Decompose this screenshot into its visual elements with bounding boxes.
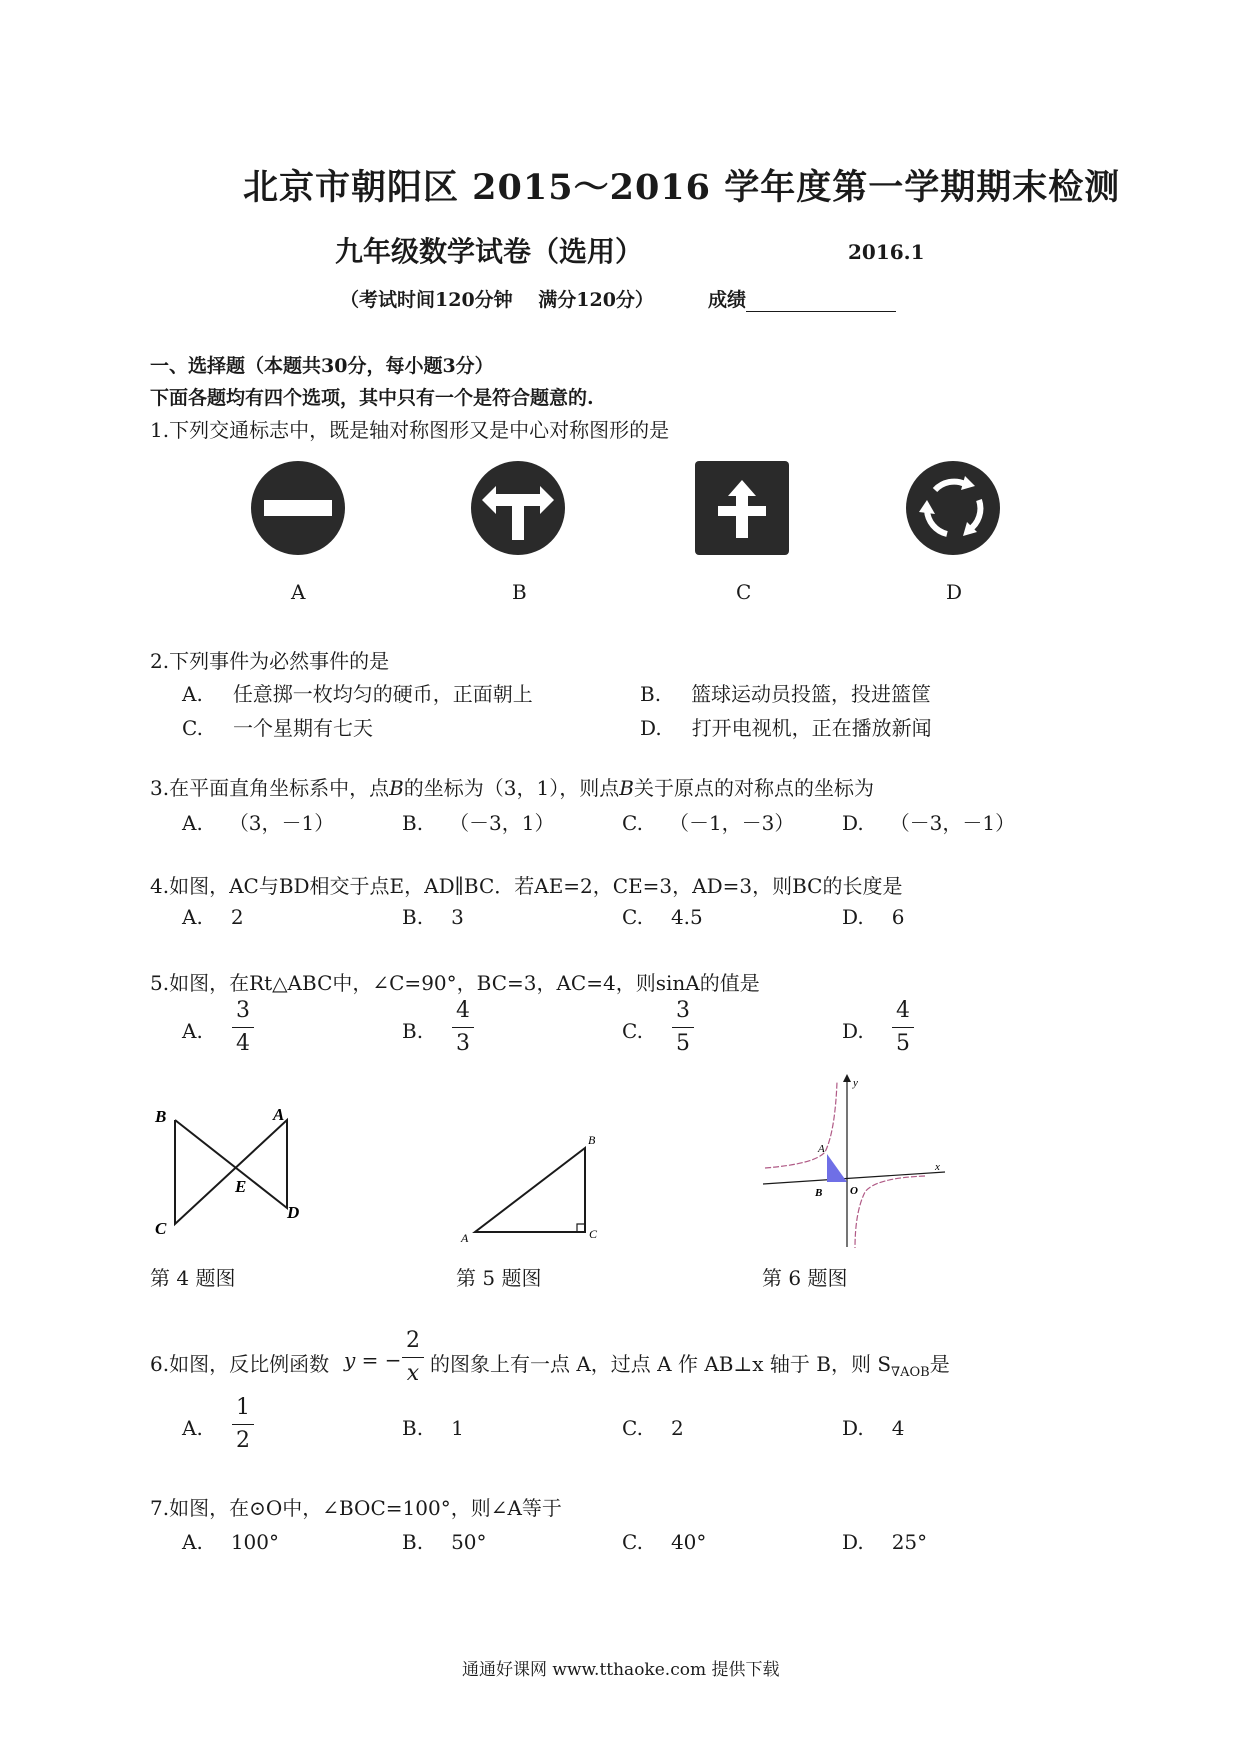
option-text: 任意掷一枚均匀的硬币，正面朝上 [232,682,533,706]
footer-source: 通通好课网 www.tthaoke.com 提供下载 [462,1660,780,1680]
q1-label-a: A [291,580,306,604]
exam-info: （考试时间120分钟 满分120分） [340,289,654,311]
q7-option-b: B. 50° [402,1530,487,1554]
figure-6-hyperbola [755,1072,955,1252]
q6-option-c: C. 2 [622,1416,684,1440]
exam-title: 北京市朝阳区 2015～2016 学年度第一学期期末检测 [243,167,1121,208]
option-key: D. [640,716,662,740]
q6-option-a-key: A. [182,1416,203,1440]
q5-option-a-key: A. [182,1019,203,1043]
figure-4-bowtie [145,1100,315,1240]
q6-option-d: D. 4 [842,1416,905,1440]
q5-option-a-fraction: 3 4 [232,1000,254,1055]
q6-option-a-fraction: 1 2 [232,1397,254,1452]
q5-option-c-key: C. [622,1019,643,1043]
fig5-label-c: C [589,1227,598,1241]
exam-subtitle: 九年级数学试卷（选用） [335,235,644,268]
option-key: C. [182,716,203,740]
figure-5-right-triangle [455,1130,615,1245]
q7-option-c: C. 40° [622,1530,707,1554]
q4-option-a: A. 2 [182,905,244,929]
q6-func-fraction: 2 x [402,1330,424,1385]
figure-6-caption: 第 6 题图 [762,1266,848,1290]
q3-option-d: D. （－3，－1） [842,811,1016,835]
q7-stem: 7.如图，在⊙O中，∠BOC=100°，则∠A等于 [150,1496,562,1520]
fig6-label-a: A [818,1143,825,1155]
q2-option-c [182,712,373,741]
q4-option-d: D. 6 [842,905,905,929]
figure-4-caption: 第 4 题图 [150,1266,236,1290]
option-key: A. [182,682,203,706]
q7-option-d: D. 25° [842,1530,928,1554]
q6-stem-b: 的图象上有一点 A，过点 A 作 AB⊥x 轴于 B，则 $S_{\nabla AOB}$是 [430,1352,950,1380]
score-label: 成绩 [708,289,747,311]
roundabout-sign-icon [905,460,1001,556]
turn-left-right-sign-icon [470,460,566,556]
q3-option-a: A. （3，－1） [182,811,335,835]
score-blank [746,289,896,312]
q5-option-b-key: B. [402,1019,424,1043]
q1-label-d: D [946,580,963,604]
fig5-label-a: A [461,1231,469,1245]
q4-option-b: B. 3 [402,905,464,929]
q5-option-d-fraction: 4 5 [892,1000,914,1055]
fig6-label-y: y [853,1077,858,1089]
q3-option-c: C. （－1，－3） [622,811,795,835]
q2-option-d [640,712,932,741]
q2-option-a [182,678,533,707]
fig6-curve-left [765,1082,837,1168]
q4-option-c: C. 4.5 [622,905,703,929]
option-text: 一个星期有七天 [232,716,373,740]
q1-stem: 1.下列交通标志中，既是轴对称图形又是中心对称图形的是 [150,418,670,442]
fig6-label-b: B [815,1187,823,1199]
q5-option-c-fraction: 3 5 [672,1000,694,1055]
q6-func-lhs: y = − [344,1348,402,1372]
fig6-label-o: O [850,1185,858,1197]
q6-option-b: B. 1 [402,1416,464,1440]
q7-option-a: A. 100° [182,1530,279,1554]
exam-date: 2016.1 [848,240,925,264]
q2-option-b [640,678,931,707]
q5-option-d-key: D. [842,1019,864,1043]
crossroad-sign-icon [694,460,790,556]
section-instruction: 下面各题均有四个选项，其中只有一个是符合题意的. [150,387,594,409]
fig6-shaded-triangle [827,1154,847,1182]
option-text: 篮球运动员投篮，投进篮筐 [691,682,932,706]
fig4-label-b: B [155,1107,167,1126]
fig4-label-a: A [273,1105,285,1124]
section-heading: 一、选择题（本题共30分，每小题3分） [150,355,494,377]
q5-option-b-fraction: 4 3 [452,1000,474,1055]
fig4-label-d: D [287,1203,300,1222]
fig4-label-c: C [155,1219,167,1238]
q2-stem: 2.下列事件为必然事件的是 [150,649,390,673]
q3-stem: 3.在平面直角坐标系中，点B的坐标为（3，1），则点B关于原点的对称点的坐标为 [150,776,874,800]
figure-5-caption: 第 5 题图 [456,1266,542,1290]
option-text: 打开电视机，正在播放新闻 [691,716,932,740]
option-key: B. [640,682,662,706]
q6-stem-a: 6.如图，反比例函数 [150,1352,330,1376]
fig6-label-x: x [935,1161,940,1173]
q1-label-b: B [512,580,527,604]
q3-option-b: B. （－3，1） [402,811,555,835]
no-entry-sign-icon [250,460,346,556]
q4-stem: 4.如图，AC与BD相交于点E，AD∥BC．若AE=2，CE=3，AD=3，则BC的长度是 [150,874,903,898]
q5-stem: 5.如图，在Rt△ABC中，∠C=90°，BC=3，AC=4，则sinA的值是 [150,971,760,995]
score-field [708,285,896,312]
fig5-label-b: B [588,1133,596,1147]
fig4-label-e: E [235,1177,247,1196]
fig6-curve-right [855,1176,925,1248]
q1-label-c: C [736,580,752,604]
